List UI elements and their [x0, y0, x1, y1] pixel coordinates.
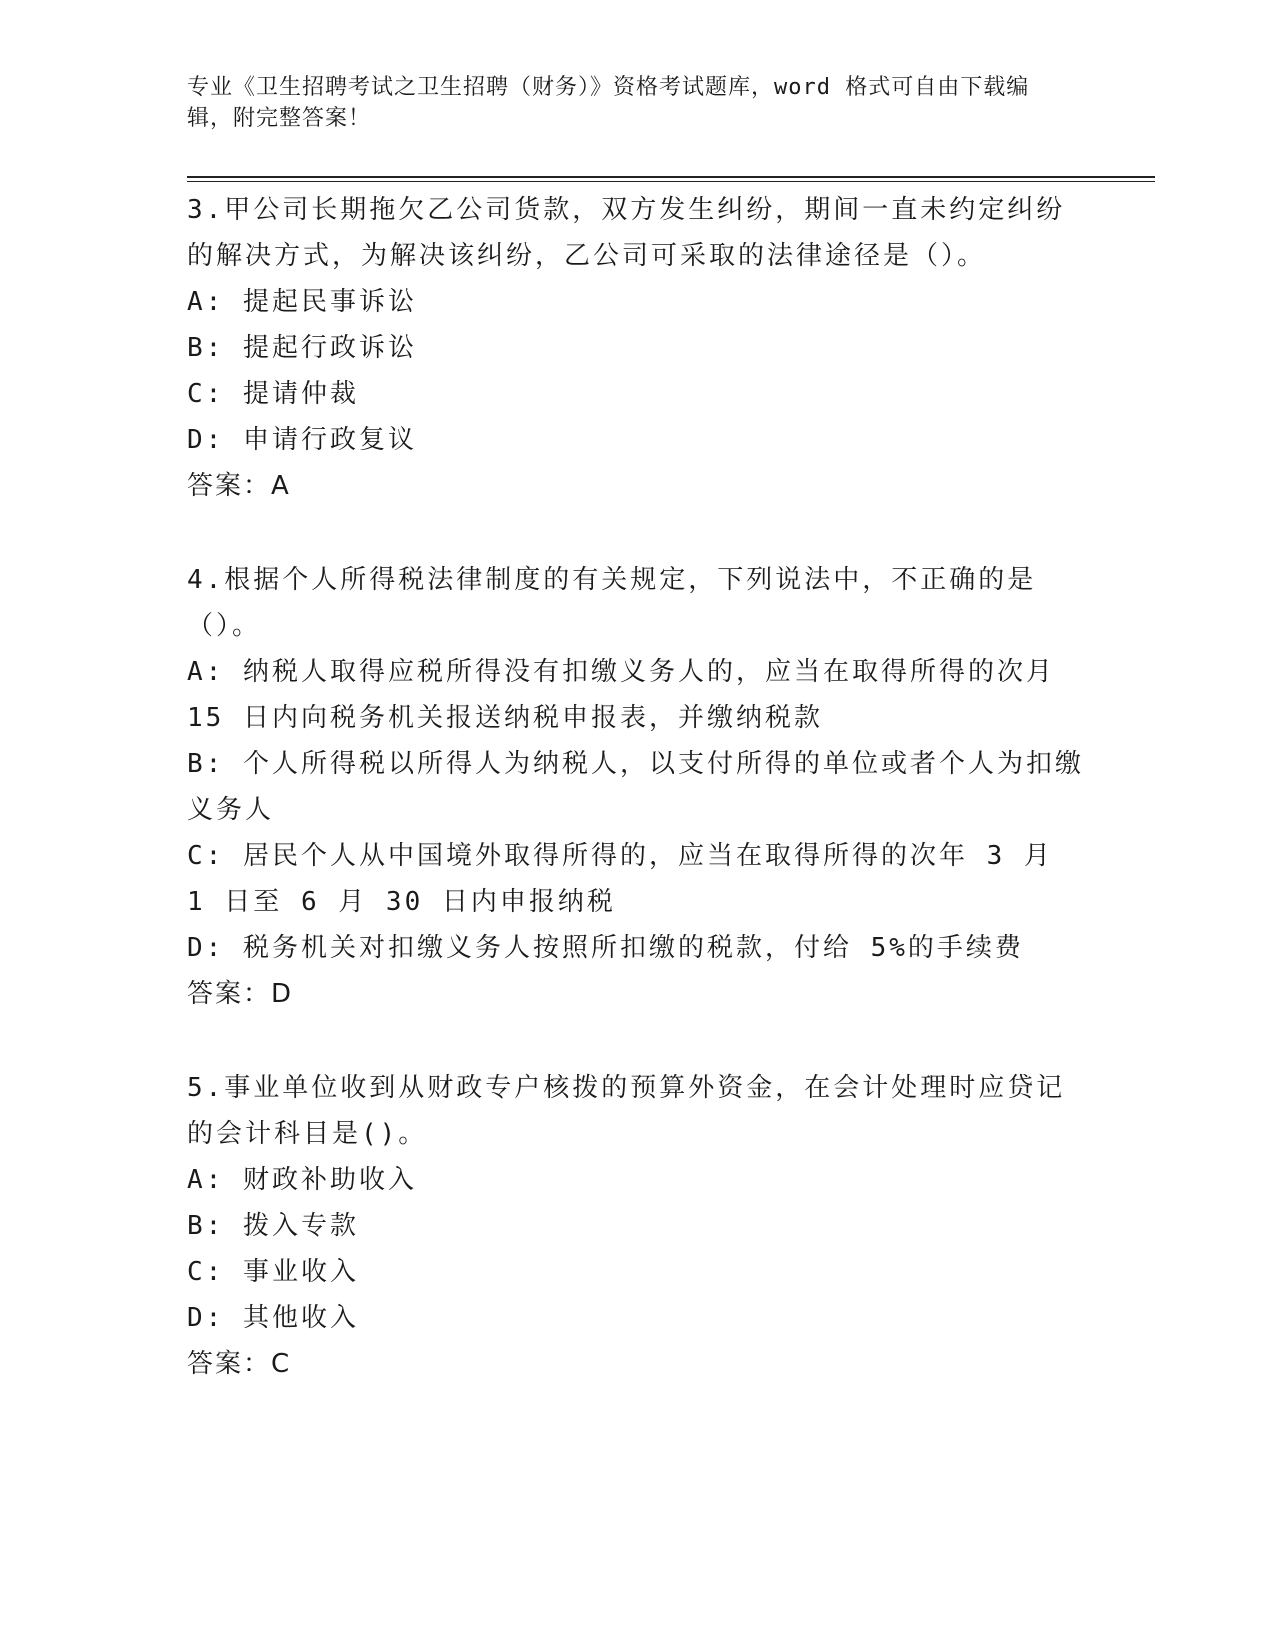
document-header: [187, 72, 1067, 134]
option-d: D: 其他收入: [187, 1303, 359, 1333]
answer: 答案：C: [187, 1349, 292, 1379]
option-b: B: 个人所得税以所得人为纳税人，以支付所得的单位或者个人为扣缴义务人: [187, 749, 1084, 825]
question-stem: 3.甲公司长期拖欠乙公司货款，双方发生纠纷，期间一直未约定纠纷的解决方式，为解决该纠纷，乙公司可采取的法律途径是（）。: [187, 195, 1066, 271]
option-d: D: 税务机关对扣缴义务人按照所扣缴的税款，付给 5%的手续费: [187, 933, 1024, 963]
option-b: B: 提起行政诉讼: [187, 333, 417, 363]
option-c: C: 居民个人从中国境外取得所得的，应当在取得所得的次年 3 月 1 日至 6 月 30 日内申报纳税: [187, 841, 1053, 917]
header-divider-bottom: [187, 181, 1155, 182]
option-a: A: 纳税人取得应税所得没有扣缴义务人的，应当在取得所得的次月 15 日内向税务机关报送纳税申报表，并缴纳税款: [187, 657, 1055, 733]
option-a: A: 提起民事诉讼: [187, 287, 417, 317]
option-b: B: 拨入专款: [187, 1211, 359, 1241]
question-5: [187, 1065, 1087, 1387]
option-c: C: 事业收入: [187, 1257, 359, 1287]
option-d: D: 申请行政复议: [187, 425, 417, 455]
option-c: C: 提请仲裁: [187, 379, 359, 409]
question-4: [187, 557, 1087, 1017]
question-list: [187, 187, 1087, 1435]
question-3: [187, 187, 1087, 509]
question-stem: 5.事业单位收到从财政专户核拨的预算外资金，在会计处理时应贷记的会计科目是()。: [187, 1073, 1066, 1149]
question-stem: 4.根据个人所得税法律制度的有关规定，下列说法中，不正确的是（）。: [187, 565, 1037, 641]
option-a: A: 财政补助收入: [187, 1165, 417, 1195]
header-divider-top: [187, 176, 1155, 178]
answer: 答案：D: [187, 979, 294, 1009]
header-text: 专业《卫生招聘考试之卫生招聘（财务）》资格考试题库，word 格式可自由下载编辑，附完整答案！: [187, 75, 1030, 131]
answer: 答案：A: [187, 471, 291, 501]
